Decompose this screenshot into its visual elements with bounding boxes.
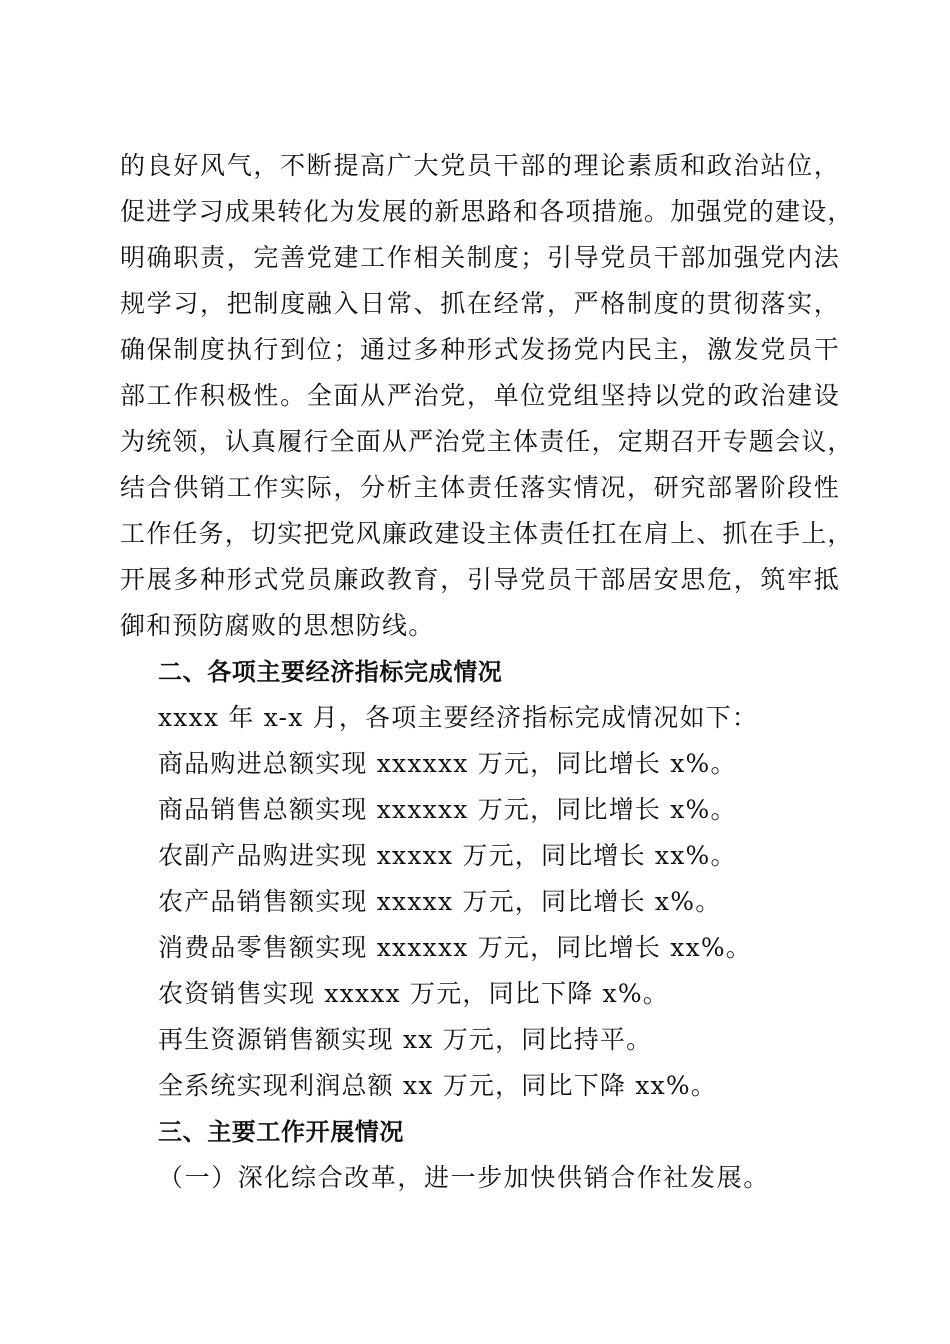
section-heading-2: 二、各项主要经济指标完成情况 [158,658,503,686]
section-heading-3: 三、主要工作开展情况 [158,1118,404,1146]
paragraph-line: 工作任务，切实把党风廉政建设主体责任扛在肩上、抓在手上， [120,519,854,548]
indicator-item: 农资销售实现 xxxxx 万元，同比下降 x%。 [158,979,669,1008]
subsection-heading: （一）深化综合改革，进一步加快供销合作社发展。 [158,1163,770,1192]
indicator-item: 商品销售总额实现 xxxxxx 万元，同比增长 x%。 [158,795,737,824]
paragraph-line: 确保制度执行到位；通过多种形式发扬党内民主，激发党员干 [120,335,840,364]
paragraph-line: 为统领，认真履行全面从严治党主体责任，定期召开专题会议， [120,427,854,456]
paragraph-line: 结合供销工作实际，分析主体责任落实情况，研究部署阶段性 [120,473,840,502]
paragraph-line: 部工作积极性。全面从严治党，单位党组坚持以党的政治建设 [120,381,840,410]
indicator-item: 再生资源销售额实现 xx 万元，同比持平。 [158,1025,653,1054]
indicator-intro: xxxx 年 x-x 月，各项主要经济指标完成情况如下： [158,703,759,732]
indicator-item: 消费品零售额实现 xxxxxx 万元，同比增长 xx%。 [158,933,752,962]
indicator-item: 农副产品购进实现 xxxxx 万元，同比增长 xx%。 [158,841,737,870]
paragraph-line: 的良好风气，不断提高广大党员干部的理论素质和政治站位， [120,151,840,180]
indicator-item: 商品购进总额实现 xxxxxx 万元，同比增长 x%。 [158,749,737,778]
indicator-item: 全系统实现利润总额 xx 万元，同比下降 xx%。 [158,1071,717,1100]
paragraph-line: 明确职责，完善党建工作相关制度；引导党员干部加强党内法 [120,243,840,272]
document-body [120,143,854,1201]
paragraph-line: 规学习，把制度融入日常、抓在经常，严格制度的贯彻落实， [120,289,840,318]
indicator-item: 农产品销售额实现 xxxxx 万元，同比增长 x%。 [158,887,722,916]
paragraph-line: 开展多种形式党员廉政教育，引导党员干部居安思危，筑牢抵 [120,565,840,594]
paragraph-line: 御和预防腐败的思想防线。 [120,611,435,640]
paragraph-line: 促进学习成果转化为发展的新思路和各项措施。加强党的建设， [120,197,854,226]
